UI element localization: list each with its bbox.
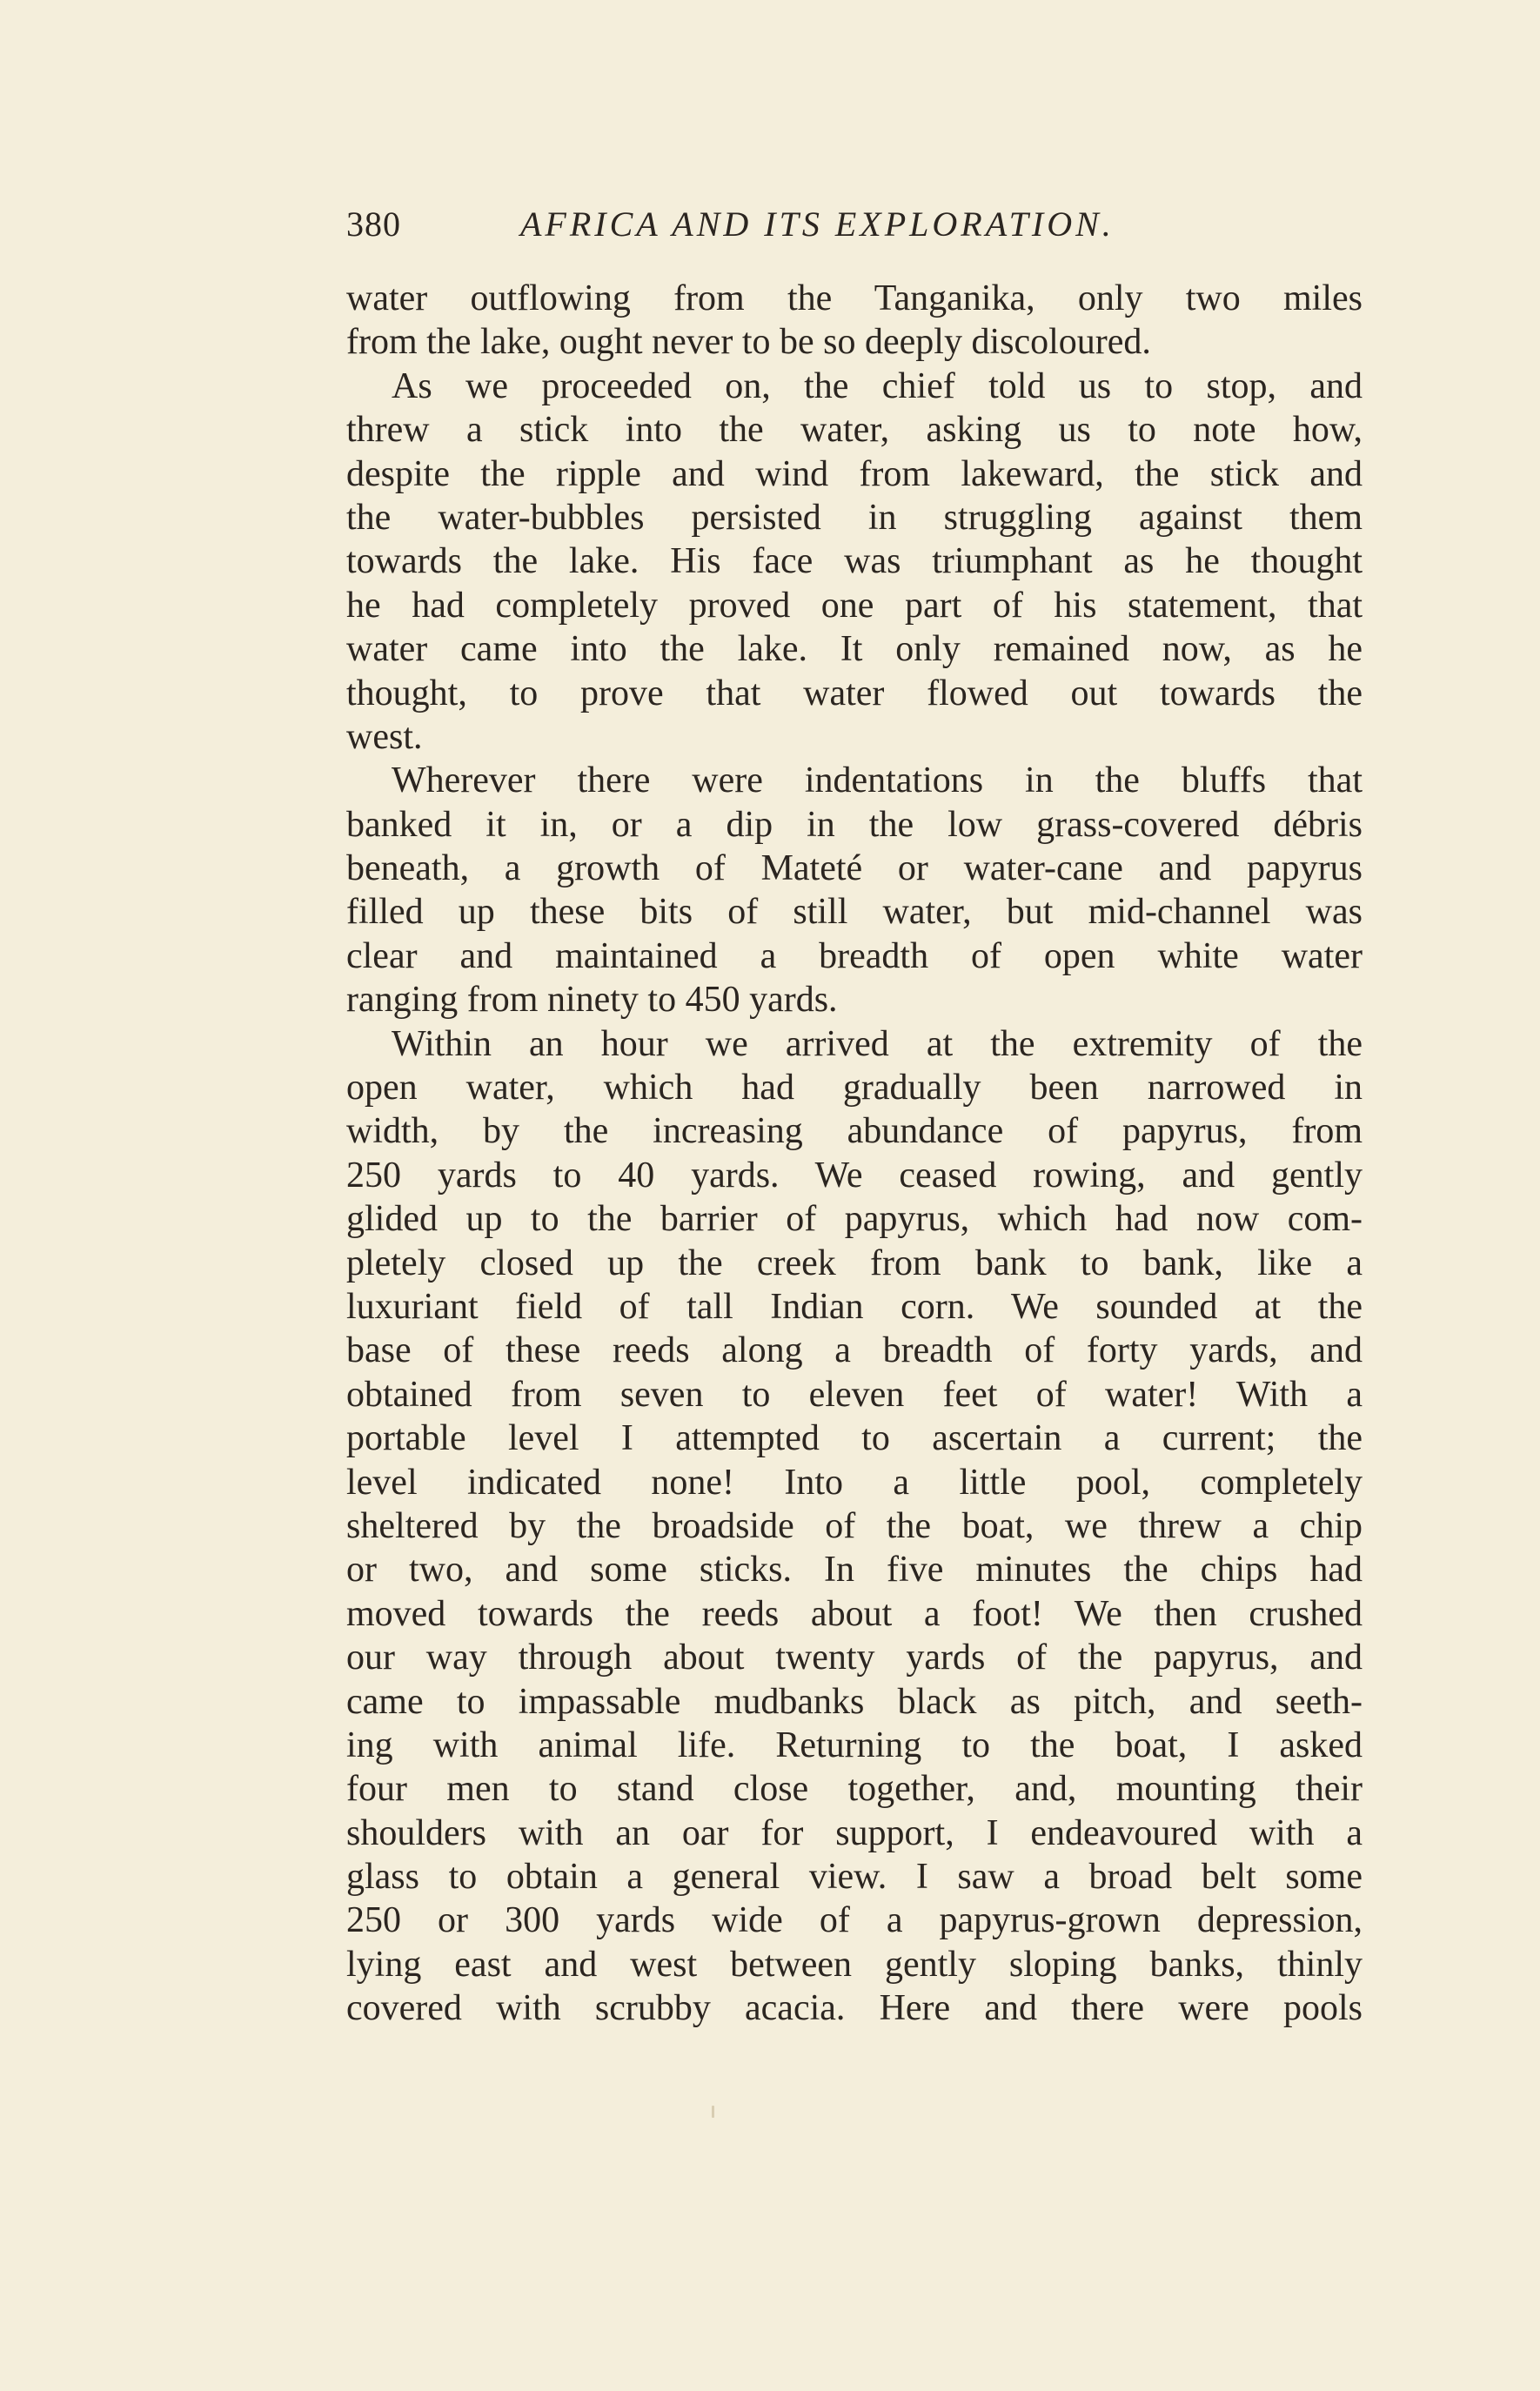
running-title: AFRICA AND ITS EXPLORATION. — [520, 204, 1115, 244]
text-line: water came into the lake. It only remained now, as he — [346, 629, 1363, 670]
text-line: 250 or 300 yards wide of a papyrus-grown depression, — [346, 1900, 1363, 1941]
text-line: ing with animal life. Returning to the boat, I asked — [346, 1725, 1363, 1765]
text-line: he had completely proved one part of his statement, that — [346, 585, 1363, 626]
paper-speck — [712, 2106, 714, 2118]
paragraph-start-line: Within an hour we arrived at the extremity of the — [392, 1023, 1363, 1064]
text-line: towards the lake. His face was triumphant as he thought — [346, 541, 1363, 582]
paragraph-start-line: Wherever there were indentations in the bluffs that — [392, 760, 1363, 801]
text-line: moved towards the reeds about a foot! We then crushed — [346, 1593, 1363, 1634]
text-line: west. — [346, 716, 423, 757]
text-line: portable level I attempted to ascertain a current; the — [346, 1418, 1363, 1459]
text-line: sheltered by the broadside of the boat, we threw a chip — [346, 1505, 1363, 1546]
text-line: level indicated none! Into a little pool, completely — [346, 1462, 1363, 1503]
text-line: obtained from seven to eleven feet of water! With a — [346, 1374, 1363, 1415]
text-line: from the lake, ought never to be so deeply discoloured. — [346, 322, 1151, 363]
text-line: pletely closed up the creek from bank to bank, like a — [346, 1242, 1363, 1283]
text-line: filled up these bits of still water, but mid-channel was — [346, 892, 1363, 933]
text-line: shoulders with an oar for support, I endeavoured with a — [346, 1812, 1363, 1853]
text-line: despite the ripple and wind from lakeward, the stick and — [346, 453, 1363, 494]
page-number: 380 — [346, 204, 401, 244]
text-line: or two, and some sticks. In five minutes the chips had — [346, 1550, 1363, 1591]
text-line: glass to obtain a general view. I saw a broad belt some — [346, 1857, 1363, 1898]
text-line: the water-bubbles persisted in struggling against them — [346, 497, 1363, 538]
text-line: banked it in, or a dip in the low grass-covered débris — [346, 804, 1363, 845]
text-line: came to impassable mudbanks black as pitch, and seeth- — [346, 1681, 1363, 1722]
text-line: open water, which had gradually been narrowed in — [346, 1068, 1363, 1108]
text-line: clear and maintained a breadth of open white water — [346, 935, 1363, 976]
text-line: beneath, a growth of Mateté or water-cane and papyrus — [346, 848, 1363, 889]
paragraph-start-line: As we proceeded on, the chief told us to stop, and — [392, 365, 1363, 406]
text-line: covered with scrubby acacia. Here and there were pools — [346, 1988, 1363, 2029]
body-text — [346, 277, 1363, 2031]
text-line: thought, to prove that water flowed out towards the — [346, 673, 1363, 713]
text-line: lying east and west between gently sloping banks, thinly — [346, 1944, 1363, 1985]
text-line: glided up to the barrier of papyrus, which had now com- — [346, 1199, 1363, 1240]
running-head — [346, 198, 1364, 251]
text-line: our way through about twenty yards of the papyrus, and — [346, 1638, 1363, 1678]
text-line: width, by the increasing abundance of papyrus, from — [346, 1111, 1363, 1152]
text-line: four men to stand close together, and, mounting their — [346, 1769, 1363, 1810]
text-line: ranging from ninety to 450 yards. — [346, 980, 838, 1021]
text-line: water outflowing from the Tanganika, only two miles — [346, 278, 1363, 318]
text-line: luxuriant field of tall Indian corn. We sounded at the — [346, 1286, 1363, 1327]
text-line: threw a stick into the water, asking us to note how, — [346, 410, 1363, 451]
text-line: base of these reeds along a breadth of forty yards, and — [346, 1330, 1363, 1371]
text-line: 250 yards to 40 yards. We ceased rowing, and gently — [346, 1155, 1363, 1196]
